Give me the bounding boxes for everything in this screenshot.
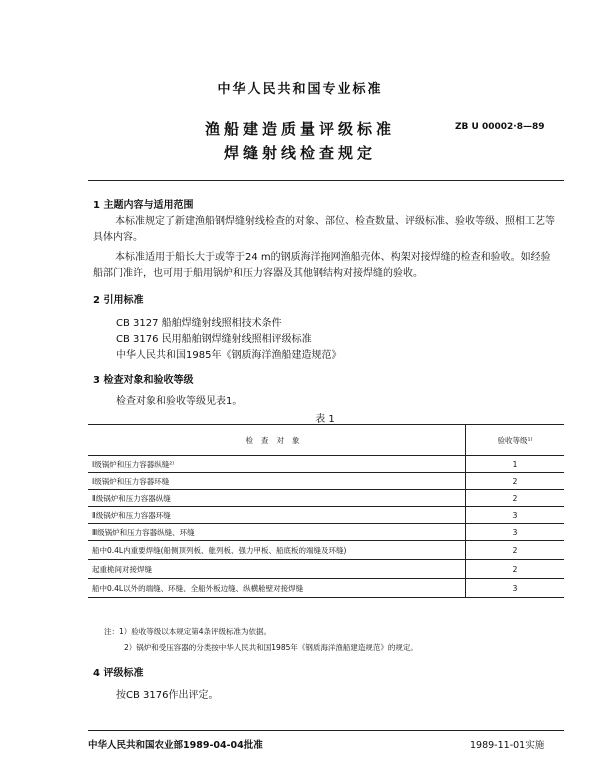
row-object: 船中0.4L以外的端缝、环缝、全船外板边缝、纵横舱壁对接焊缝 xyxy=(88,579,466,598)
footer-divider xyxy=(88,730,564,731)
table-row xyxy=(88,579,564,598)
inspection-table xyxy=(88,424,564,598)
table-row xyxy=(88,541,564,560)
reference-item: CB 3176 民用船舶钢焊缝射线照相评级标准 xyxy=(116,334,312,345)
row-grade: 3 xyxy=(466,579,565,598)
row-object: 起重桅间对接焊缝 xyxy=(88,560,466,579)
column-header-grade: 验收等级¹⁾ xyxy=(466,425,565,456)
row-object: 船中0.4L内重要焊缝(船侧顶列板、舭列板、强力甲板、船底板的端缝及环缝) xyxy=(88,541,466,560)
section-1-paragraph-1: 本标准规定了新建渔船钢焊缝射线检查的对象、部位、检查数量、评级标准、验收等级、照相工艺等具体内容。 xyxy=(93,216,555,243)
row-object: Ⅰ级锅炉和压力容器纵缝²⁾ xyxy=(88,456,466,473)
doc-title-line-2: 焊缝射线检查规定 xyxy=(223,144,376,162)
column-header-object: 检查对象 xyxy=(88,425,466,456)
row-grade: 2 xyxy=(466,490,565,507)
table-header-row xyxy=(88,425,564,456)
table-note-1: 注：1）验收等级以本规定第4条评级标准为依据。 xyxy=(104,627,272,636)
table-row xyxy=(88,560,564,579)
section-4-heading: 4 评级标准 xyxy=(93,668,144,679)
section-2-heading: 2 引用标准 xyxy=(93,295,144,306)
effective-date: 1989-11-01实施 xyxy=(470,740,545,751)
row-object: Ⅱ级锅炉和压力容器环缝 xyxy=(88,507,466,524)
header-divider xyxy=(88,180,564,181)
section-4-text: 按CB 3176作出评定。 xyxy=(116,690,219,701)
row-grade: 2 xyxy=(466,560,565,579)
row-grade: 3 xyxy=(466,507,565,524)
row-object: Ⅱ级锅炉和压力容器纵缝 xyxy=(88,490,466,507)
table-row xyxy=(88,456,564,473)
issuing-body: 中华人民共和国专业标准 xyxy=(217,82,383,97)
table-row xyxy=(88,490,564,507)
row-grade: 2 xyxy=(466,473,565,490)
doc-title-line-1: 渔船建造质量评级标准 xyxy=(204,120,395,138)
table-row xyxy=(88,524,564,541)
reference-item: CB 3127 船舶焊缝射线照相技术条件 xyxy=(116,318,282,329)
section-1-paragraph-2: 本标准适用于船长大于或等于24 m的钢质海洋拖网渔船壳体、构架对接焊缝的检查和验收。如经验船部门准许，也可用于船用锅炉和压力容器及其他钢结构对接焊缝的验收。 xyxy=(93,252,551,279)
row-grade: 3 xyxy=(466,524,565,541)
row-object: Ⅲ级锅炉和压力容器纵缝、环缝 xyxy=(88,524,466,541)
table-caption: 表 1 xyxy=(315,414,335,425)
reference-item: 中华人民共和国1985年《钢质海洋渔船建造规范》 xyxy=(116,350,342,361)
approval-note: 中华人民共和国农业部1989-04-04批准 xyxy=(88,740,263,751)
table-row xyxy=(88,507,564,524)
row-object: Ⅰ级锅炉和压力容器环缝 xyxy=(88,473,466,490)
section-1-heading: 1 主题内容与适用范围 xyxy=(93,200,194,211)
row-grade: 2 xyxy=(466,541,565,560)
row-grade: 1 xyxy=(466,456,565,473)
standard-number: ZB U 00002·8—89 xyxy=(455,122,545,132)
section-3-heading: 3 检查对象和验收等级 xyxy=(93,375,194,386)
table-row xyxy=(88,473,564,490)
table-note-2: 2）锅炉和受压容器的分类按中华人民共和国1985年《钢质海洋渔船建造规范》的规定。 xyxy=(124,643,418,652)
section-3-intro: 检查对象和验收等级见表1。 xyxy=(116,396,243,407)
